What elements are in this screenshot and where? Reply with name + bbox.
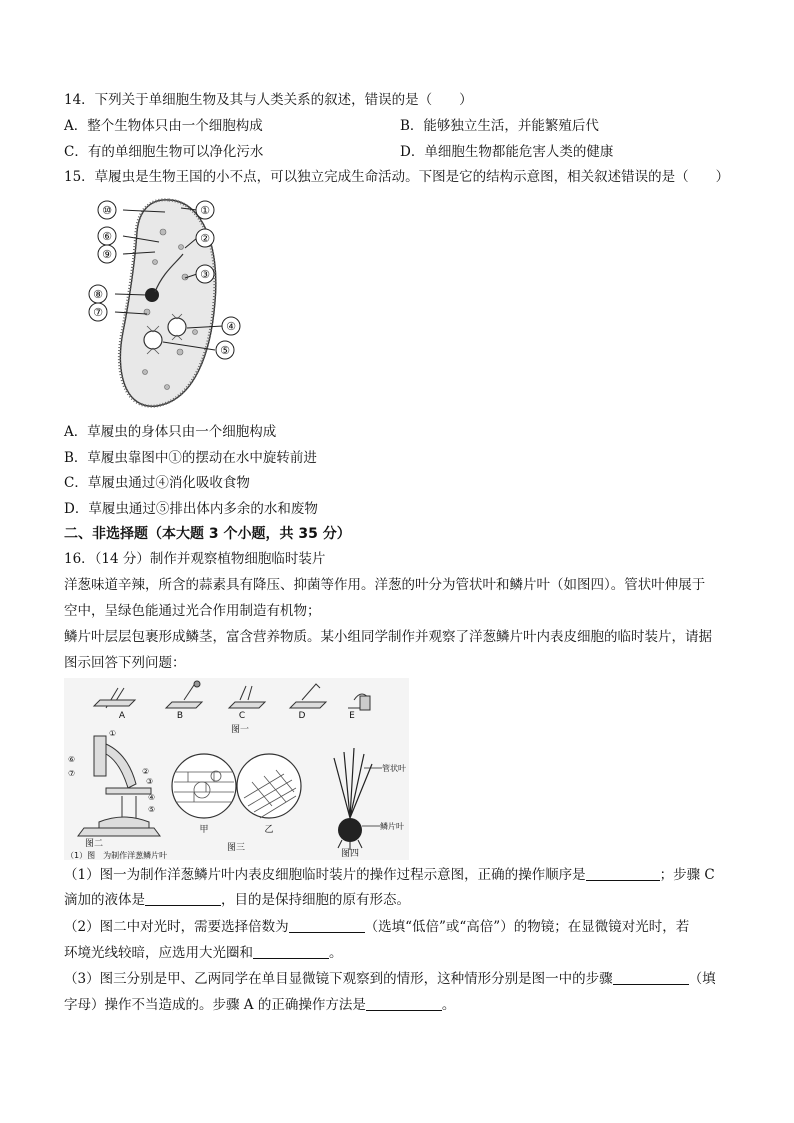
q15-option-c: C．草履虫通过④消化吸收食物 [64, 475, 250, 491]
tube-leaf-label: 管状叶 [382, 764, 406, 773]
q14-option-c: C．有的单细胞生物可以净化污水 [64, 144, 264, 160]
q16-sub1-text-c: 滴加的液体是 [64, 892, 145, 908]
q15-option-d: D．草履虫通过⑤排出体内多余的水和废物 [64, 501, 318, 517]
label-1: ① [200, 204, 210, 217]
q16-paragraph-3: 鳞片叶层层包裹形成鳞茎，富含营养物质。某小组同学制作并观察了洋葱鳞片叶内表皮细胞的临时装片，请据 [64, 629, 712, 645]
fig2-caption: 图二 [84, 839, 104, 849]
q16-sub2-text-a: （2）图二中对光时，需要选择倍数为 [64, 919, 289, 935]
label-6: ⑥ [102, 230, 112, 243]
q16-sub1-text-b: ；步骤 C [659, 867, 715, 883]
microscope-label-2: ② [142, 767, 150, 776]
q16-sub2-text-d: 。 [329, 945, 343, 961]
label-10: ⑩ [102, 204, 112, 217]
answer-blank-method[interactable] [366, 996, 442, 1011]
q16-sub3-text-a: （3）图三分别是甲、乙两同学在单目显微镜下观察到的情形，这种情形分别是图一中的步骤 [64, 971, 613, 987]
answer-blank-objective[interactable] [289, 918, 365, 933]
q16-sub3-text-c: 字母）操作不当造成的。步骤 A 的正确操作方法是 [64, 997, 366, 1013]
fig1-caption: 图一 [230, 725, 250, 735]
step-e-label: E [349, 711, 355, 721]
q16-sub3-text-b: （填 [688, 971, 716, 987]
label-5: ⑤ [220, 344, 230, 357]
microscope-label-7: ⑦ [68, 769, 76, 778]
step-d-label: D [298, 711, 306, 721]
paramecium-figure [85, 192, 250, 414]
q14-option-d: D．单细胞生物都能危害人类的健康 [400, 144, 614, 160]
fig3-caption: 图三 [226, 843, 246, 853]
q15-stem: 15．草履虫是生物王国的小不点，可以独立完成生命活动。下图是它的结构示意图，相关叙述错误的是（ ） [64, 169, 730, 185]
q15-option-b: B．草履虫靠图中①的摆动在水中旋转前进 [64, 450, 317, 466]
q16-sub2-line2 [64, 944, 343, 962]
q16-sub1-text-a: （1）图一为制作洋葱鳞片叶内表皮细胞临时装片的操作过程示意图，正确的操作顺序是 [64, 867, 586, 883]
answer-blank-liquid[interactable] [145, 891, 221, 906]
q16-paragraph-4: 图示回答下列问题： [64, 655, 186, 671]
step-a-label: A [118, 711, 126, 721]
label-4: ④ [226, 320, 236, 333]
q16-sub2-text-c: 环境光线较暗，应选用大光圈和 [64, 945, 253, 961]
q16-sub3-line1 [64, 970, 716, 988]
label-2: ② [200, 232, 210, 245]
q16-paragraph-2: 空中，呈绿色能通过光合作用制造有机物； [64, 603, 321, 619]
scale-leaf-label: 鳞片叶 [380, 822, 404, 831]
q14-option-a: A．整个生物体只由一个细胞构成 [64, 118, 263, 134]
label-8: ⑧ [93, 288, 103, 301]
q16-sub3-text-d: 。 [441, 997, 456, 1013]
q14-stem: 14．下列关于单细胞生物及其与人类关系的叙述，错误的是（ ） [64, 92, 473, 108]
answer-blank-steps[interactable] [613, 970, 689, 985]
onion-experiment-figure [64, 678, 409, 860]
microscope-label-6: ⑥ [68, 755, 76, 764]
fig3-jia: 甲 [199, 825, 209, 835]
step-b-label: B [176, 711, 184, 721]
microscope-label-5: ⑤ [148, 805, 156, 814]
q16-sub3-line2 [64, 996, 455, 1014]
microscope-label-4: ④ [148, 793, 156, 802]
label-9: ⑨ [102, 248, 112, 261]
q16-paragraph-1: 洋葱味道辛辣，所含的蒜素具有降压、抑菌等作用。洋葱的叶分为管状叶和鳞片叶（如图四）。管状叶伸展于 [64, 577, 706, 593]
section2-title: 二、非选择题（本大题 3 个小题，共 35 分） [64, 526, 351, 542]
q16-sub1-line1 [64, 866, 715, 884]
label-3: ③ [200, 268, 210, 281]
answer-blank-order[interactable] [586, 866, 660, 881]
microscope-label-3: ③ [146, 777, 154, 786]
q16-stem: 16．（14 分）制作并观察植物细胞临时装片 [64, 551, 326, 567]
microscope-label-1: ① [109, 729, 117, 738]
fig3-yi: 乙 [264, 825, 274, 835]
q15-option-a: A．草履虫的身体只由一个细胞构成 [64, 424, 277, 440]
label-7: ⑦ [93, 306, 103, 319]
figure-cutoff-text: （1）图 为制作洋葱鳞片叶 [66, 851, 168, 860]
q16-sub1-text-d: ，目的是保持细胞的原有形态。 [221, 892, 410, 908]
q16-sub2-text-b: （选填“低倍”或“高倍”）的物镜；在显微镜对光时，若 [364, 919, 690, 935]
q16-sub2-line1 [64, 918, 689, 936]
fig4-caption: 图四 [340, 849, 360, 859]
step-c-label: C [238, 711, 246, 721]
q16-sub1-line2 [64, 891, 410, 909]
answer-blank-mirror[interactable] [253, 944, 329, 959]
q14-option-b: B．能够独立生活，并能繁殖后代 [400, 118, 599, 134]
